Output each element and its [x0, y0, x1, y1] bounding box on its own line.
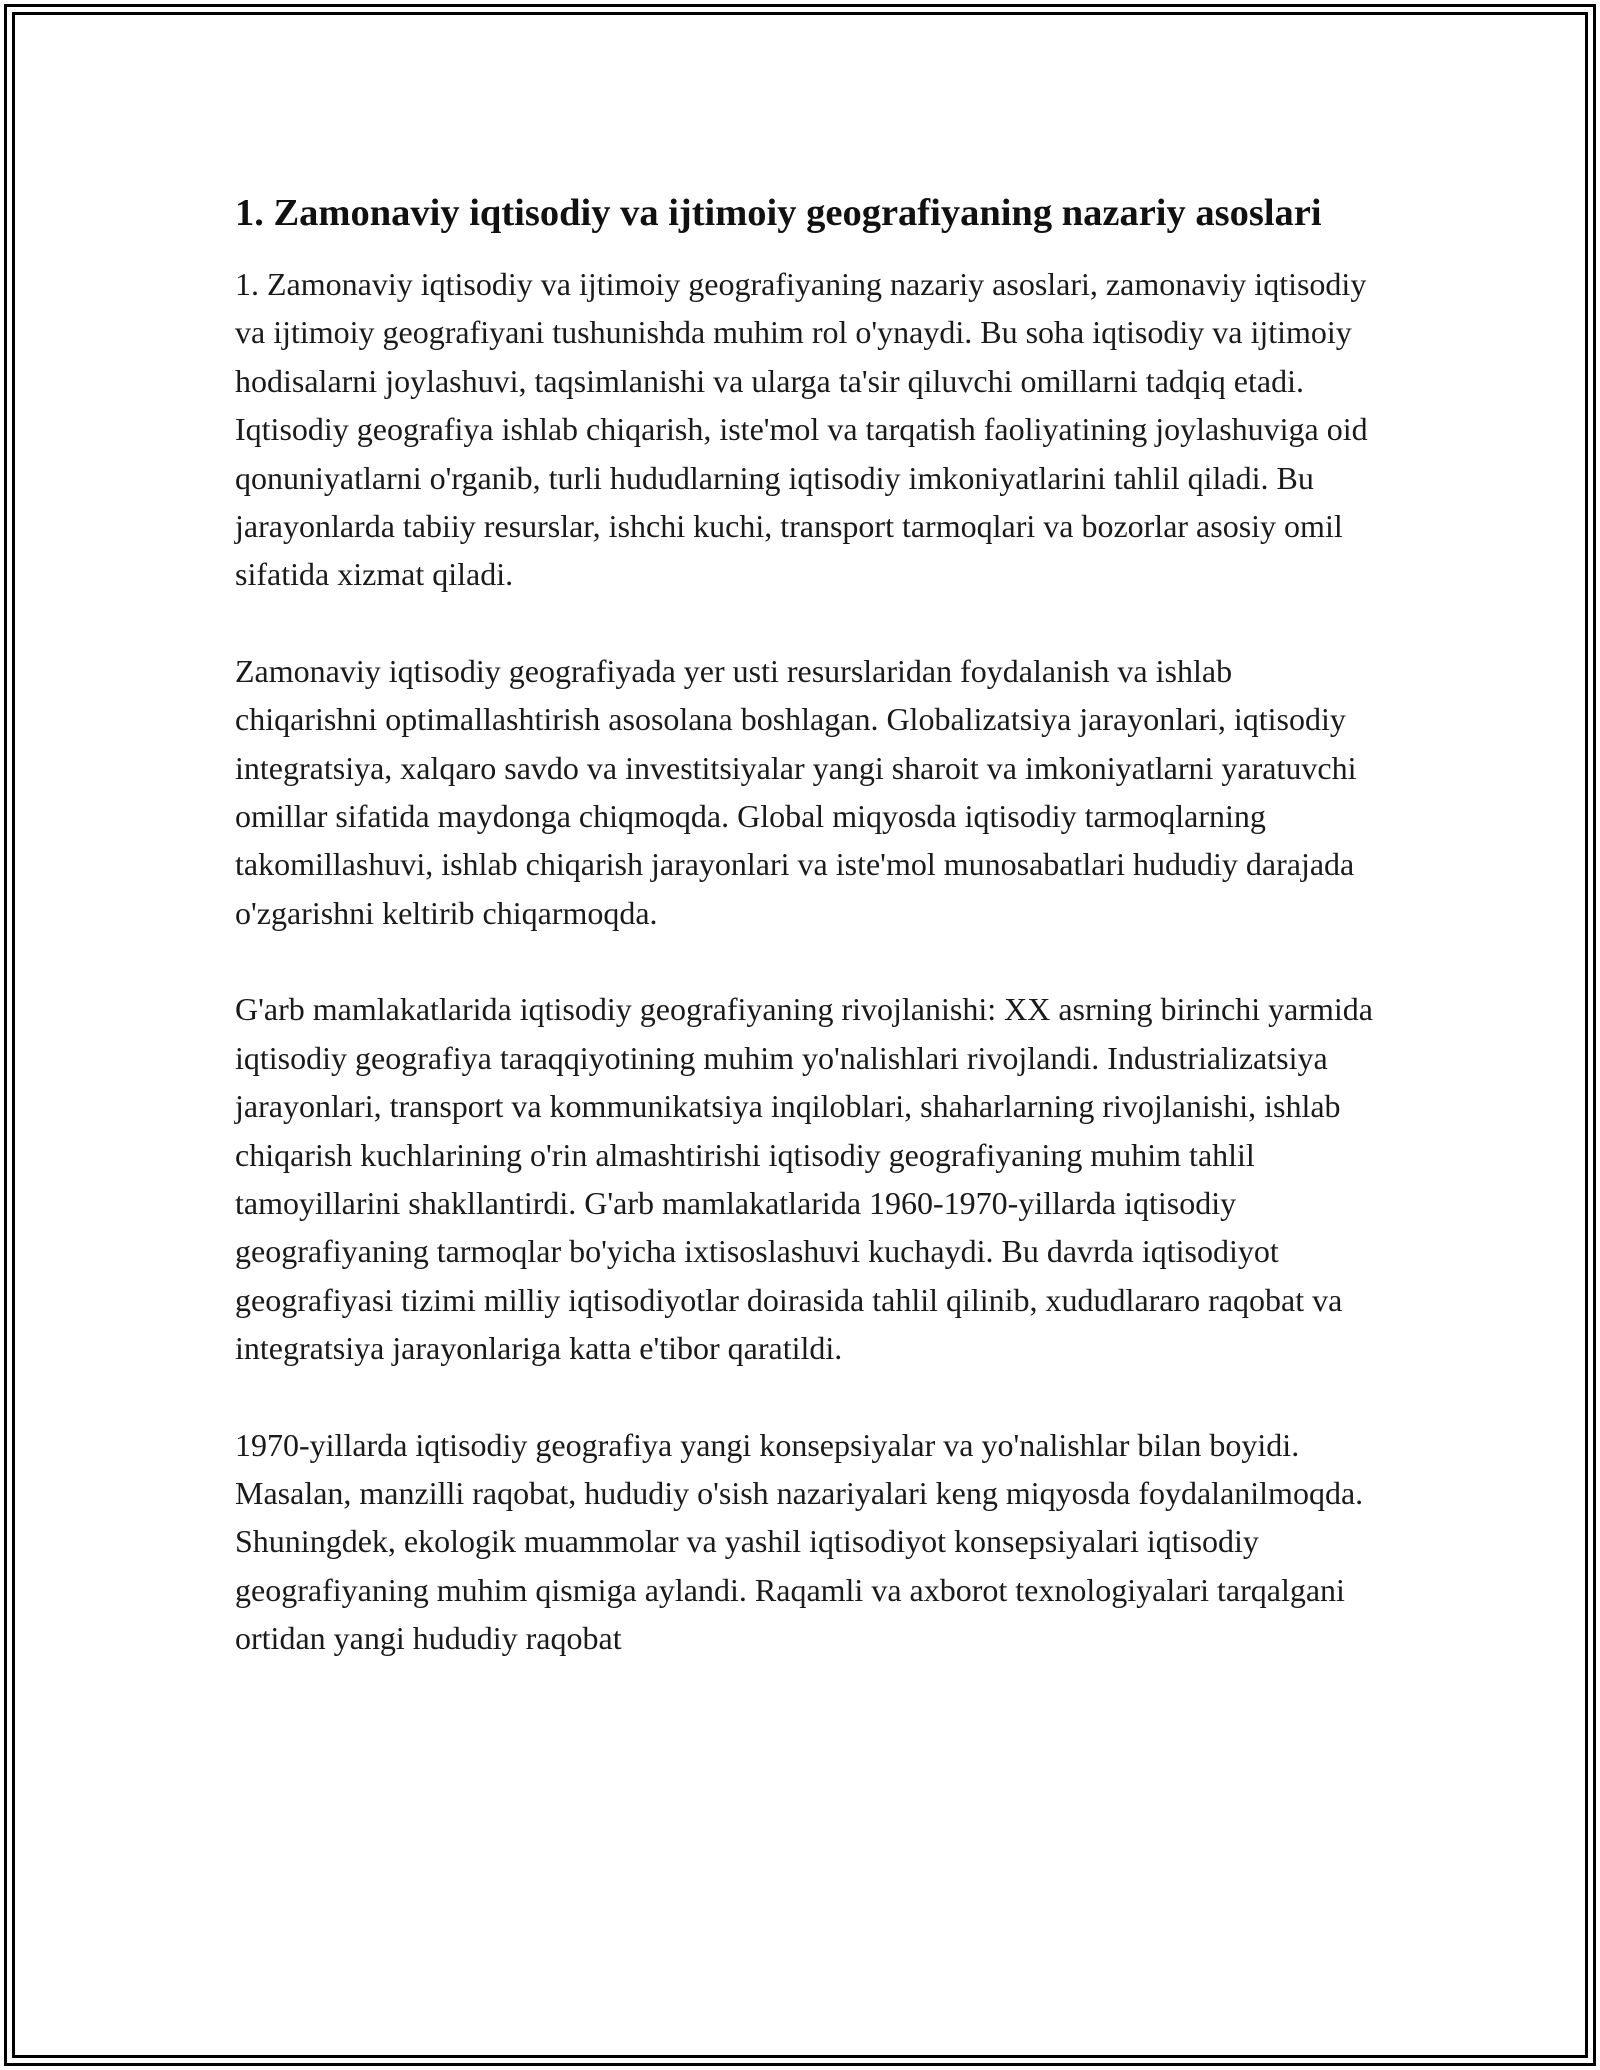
paragraph-3: G'arb mamlakatlarida iqtisodiy geografiyaning rivojlanishi: XX asrning birinchi yarmida iqtisodiy geografiya taraqqiyotining muhim yo'nalishlari rivojlandi. Industrializatsiya jarayonlari, transport va kommunikatsiya inqiloblari, shaharlarning rivojlanishi, ishlab chiqarish kuchlarining o'rin almashtirishi iqtisodiy geografiyaning muhim tahlil tamoyillarini shakllantirdi. G'arb mamlakatlarida 1960-1970-yillarda iqtisodiy geografiyaning tarmoqlar bo'yicha ixtisoslashuvi kuchaydi. Bu davrda iqtisodiyot geografiyasi tizimi milliy iqtisodiyotlar doirasida tahlil qilinib, xududlararo raqobat va integratsiya jarayonlariga katta e'tibor qaratildi. [235, 991, 1373, 1367]
document-body [235, 186, 1375, 1711]
section-heading: 1. Zamonaviy iqtisodiy va ijtimoiy geografiyaning nazariy asoslari [235, 192, 1322, 234]
paragraph-4: 1970-yillarda iqtisodiy geografiya yangi konsepsiyalar va yo'nalishlar bilan boyidi. Masalan, manzilli raqobat, hududiy o'sish nazariyalari keng miqyosda foydalanilmoqda. Shuningdek, ekologik muammolar va yashil iqtisodiyot konsepsiyalari iqtisodiy geografiyaning muhim qismiga aylandi. Raqamli va axborot texnologiyalari tarqalgani ortidan yangi hududiy raqobat [235, 1426, 1364, 1657]
paragraph-2: Zamonaviy iqtisodiy geografiyada yer usti resurslaridan foydalanish va ishlab chiqarishni optimallashtirish asosolana boshlagan. Globalizatsiya jarayonlari, iqtisodiy integratsiya, xalqaro savdo va investitsiyalar yangi sharoit va imkoniyatlarni yaratuvchi omillar sifatida maydonga chiqmoqda. Global miqyosda iqtisodiy tarmoqlarning takomillashuvi, ishlab chiqarish jarayonlari va iste'mol munosabatlari hududiy darajada o'zgarishni keltirib chiqarmoqda. [235, 652, 1357, 931]
paragraph-1: 1. Zamonaviy iqtisodiy va ijtimoiy geografiyaning nazariy asoslari, zamonaviy iqtisodiy va ijtimoiy geografiyani tushunishda muhim rol o'ynaydi. Bu soha iqtisodiy va ijtimoiy hodisalarni joylashuvi, taqsimlanishi va ularga ta'sir qiluvchi omillarni tadqiq etadi. Iqtisodiy geografiya ishlab chiqarish, iste'mol va tarqatish faoliyatining joylashuviga oid qonuniyatlarni o'rganib, turli hududlarning iqtisodiy imkoniyatlarini tahlil qiladi. Bu jarayonlarda tabiiy resurslar, ishchi kuchi, transport tarmoqlari va bozorlar asosiy omil sifatida xizmat qiladi. [235, 266, 1368, 593]
